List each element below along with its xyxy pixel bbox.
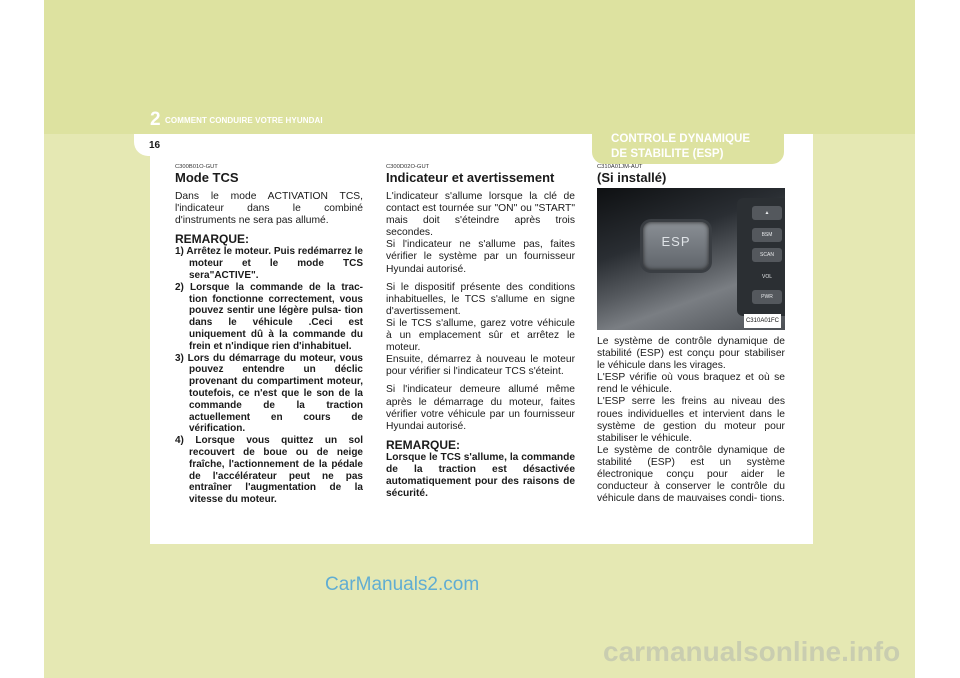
header-band: [44, 0, 915, 134]
paragraph: Si l'indicateur ne s'allume pas, faites vérifier le système par un fournisseur Hyundai autorisé.: [386, 239, 575, 275]
esp-switch-photo: [597, 188, 785, 330]
heading-if-installed: (Si installé): [597, 170, 667, 185]
panel-button-label: ▲: [752, 206, 782, 220]
paragraph: Si l'indicateur demeure allumé même après le démarrage du moteur, faites vérifier votre véhicule par un fournisseur Hyundai autorisé.: [386, 384, 575, 432]
paragraph: L'ESP vérifie où vous braquez et où se rend le véhicule.: [597, 372, 785, 396]
remark-heading: REMARQUE:: [386, 437, 460, 452]
esp-button-image: [643, 222, 709, 270]
audio-panel-image: [737, 198, 785, 316]
column-tcs-mode: [175, 163, 363, 506]
chapter-title: COMMENT CONDUIRE VOTRE HYUNDAI: [165, 116, 323, 125]
panel-button-label: BSM: [752, 228, 782, 242]
reference-code: C300B01O-GUT: [175, 164, 218, 170]
paragraph: Le système de contrôle dynamique de stabilité (ESP) est conçu pour stabiliser le véhicule dans les virages.: [597, 336, 785, 372]
section-title: CONTROLE DYNAMIQUE DE STABILITE (ESP): [611, 132, 751, 160]
paragraph: L'ESP serre les freins au niveau des roues individuelles et intervient dans le système de gestion du moteur pour stabiliser le véhicule.: [597, 396, 785, 444]
paragraph: Dans le mode ACTIVATION TCS, l'indicateur dans le combiné d'instruments ne sera pas allumé.: [175, 191, 363, 227]
remark-heading: REMARQUE:: [175, 232, 249, 247]
watermark-carmanuals2: CarManuals2.com: [325, 574, 480, 595]
reference-code: C300D02O-GUT: [386, 164, 430, 170]
reference-code: C310A01JM-AUT: [597, 164, 643, 170]
paragraph: Le système de contrôle dynamique de stabilité (ESP) est un système électronique conçu pour aider le conducteur à conserver le contrôle du véhicule dans de mauvaises condi- tions.: [597, 444, 785, 505]
remark-list: [175, 246, 363, 506]
list-item: 2) Lorsque la commande de la trac- tion fonctionne correctement, vous pouvez sentir une légère pulsa- tion dans le véhicule .Ceci est uniquement dû à la commande du frein et n'indique rien d'inhabituel.: [175, 281, 363, 352]
esp-button-label: ESP: [661, 234, 691, 249]
paragraph: Si le dispositif présente des conditions inhabituelles, le TCS s'allume en signe d'avertissement.: [386, 281, 575, 317]
image-code: C310A01FC: [744, 314, 781, 328]
panel-button-label: PWR: [752, 290, 782, 304]
list-item: 3) Lors du démarrage du moteur, vous pouvez entendre un déclic provenant du compartiment moteur, toutefois, ce n'est que le son de la commande de la traction actuellement en cours de vérification.: [175, 352, 363, 435]
panel-button-label: VOL: [761, 274, 772, 280]
heading-tcs-mode: Mode TCS: [175, 170, 239, 185]
paragraph: Si le TCS s'allume, garez votre véhicule à un emplacement sûr et arrêtez le moteur.: [386, 317, 575, 354]
list-item: 4) Lorsque vous quittez un sol recouvert de boue ou de neige fraîche, l'actionnement de la pédale de l'accélérateur peut ne pas entraîner l'augmentation de la vitesse du moteur.: [175, 435, 363, 506]
column-indicator-warning: [386, 163, 575, 500]
panel-button-label: SCAN: [752, 248, 782, 262]
column-esp: [597, 163, 785, 511]
paragraph: Ensuite, démarrez à nouveau le moteur pour vérifier si l'indicateur TCS s'éteint.: [386, 354, 575, 378]
watermark-carmanualsonline: carmanualsonline.info: [603, 636, 901, 667]
remark-text: Lorsque le TCS s'allume, la commande de la traction est désactivée automatiquement pour des raisons de sécurité.: [386, 451, 575, 499]
paragraph: L'indicateur s'allume lorsque la clé de contact est tournée sur "ON" ou "START" mais doit s'éteindre après trois secondes.: [386, 191, 575, 239]
page-number: 16: [149, 140, 161, 151]
heading-indicator-warning: Indicateur et avertissement: [386, 170, 555, 185]
list-item: 1) Arrêtez le moteur. Puis redémarrez le moteur et le mode TCS sera"ACTIVE".: [175, 246, 363, 281]
chapter-number: 2: [150, 109, 161, 130]
